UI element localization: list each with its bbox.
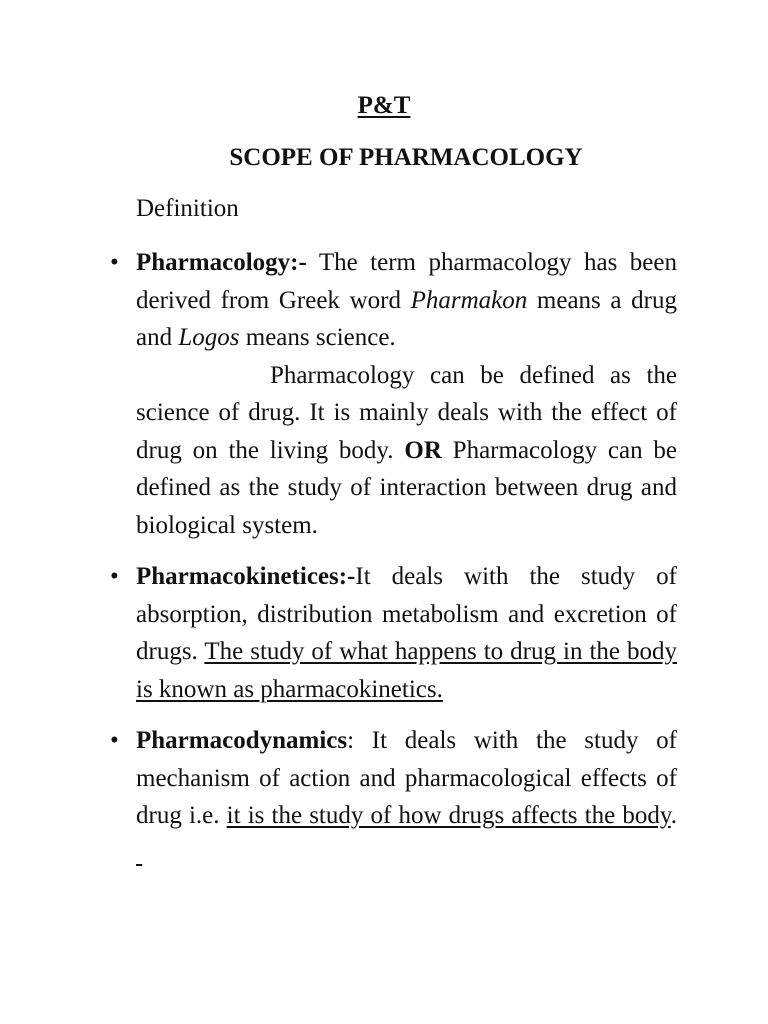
text-segment: means a drug and [136,286,677,351]
text-segment: Pharmacology can be defined as the study of interaction between drug and biological system. [136,436,677,539]
list-item-pharmacology [0,244,768,544]
section-heading: Definition [136,195,239,222]
text-segment: : It deals with the study of mechanism of action and pharmacological effects of drug i.e. [136,727,677,829]
text-segment: The term pharmacology has been derived from Greek word [136,249,677,314]
term-pharmacology: Pharmacology:- [136,249,307,276]
pharmacology-definition [136,244,677,544]
text-segment: means science. [239,324,396,351]
term-pharmacokinetics: Pharmacokinetices:- [136,563,356,590]
indented-paragraph [136,357,677,545]
text-segment: It deals with the study of absorption, distribution metabolism and excretion of drugs. [136,563,677,665]
list-item-pharmacodynamics [0,722,768,872]
list-item-pharmacokinetics [0,558,768,708]
pharmacokinetics-definition [136,558,677,708]
text-segment: Pharmacology can be defined as the science of drug. It is mainly deals with the effect of drug on the living body. [136,361,677,464]
trailing-underscore [136,840,142,867]
bullet-icon: • [110,563,119,590]
term-pharmacodynamics: Pharmacodynamics [136,727,348,754]
bullet-icon: • [110,727,119,754]
text-segment: . [670,802,677,829]
or-keyword: OR [404,436,442,464]
bullet-icon: • [110,249,119,276]
pharmacodynamics-definition [136,722,677,872]
greek-word-pharmakon: Pharmakon [410,286,528,314]
page-title: SCOPE OF PHARMACOLOGY [229,144,583,171]
definition-list [0,244,768,886]
underlined-text: The study of what happens to drug in the body is known as pharmacokinetics. [136,638,677,703]
course-code: P&T [357,92,411,119]
underlined-text: it is the study of how drugs affects the body [226,802,671,829]
greek-word-logos: Logos [178,324,240,351]
